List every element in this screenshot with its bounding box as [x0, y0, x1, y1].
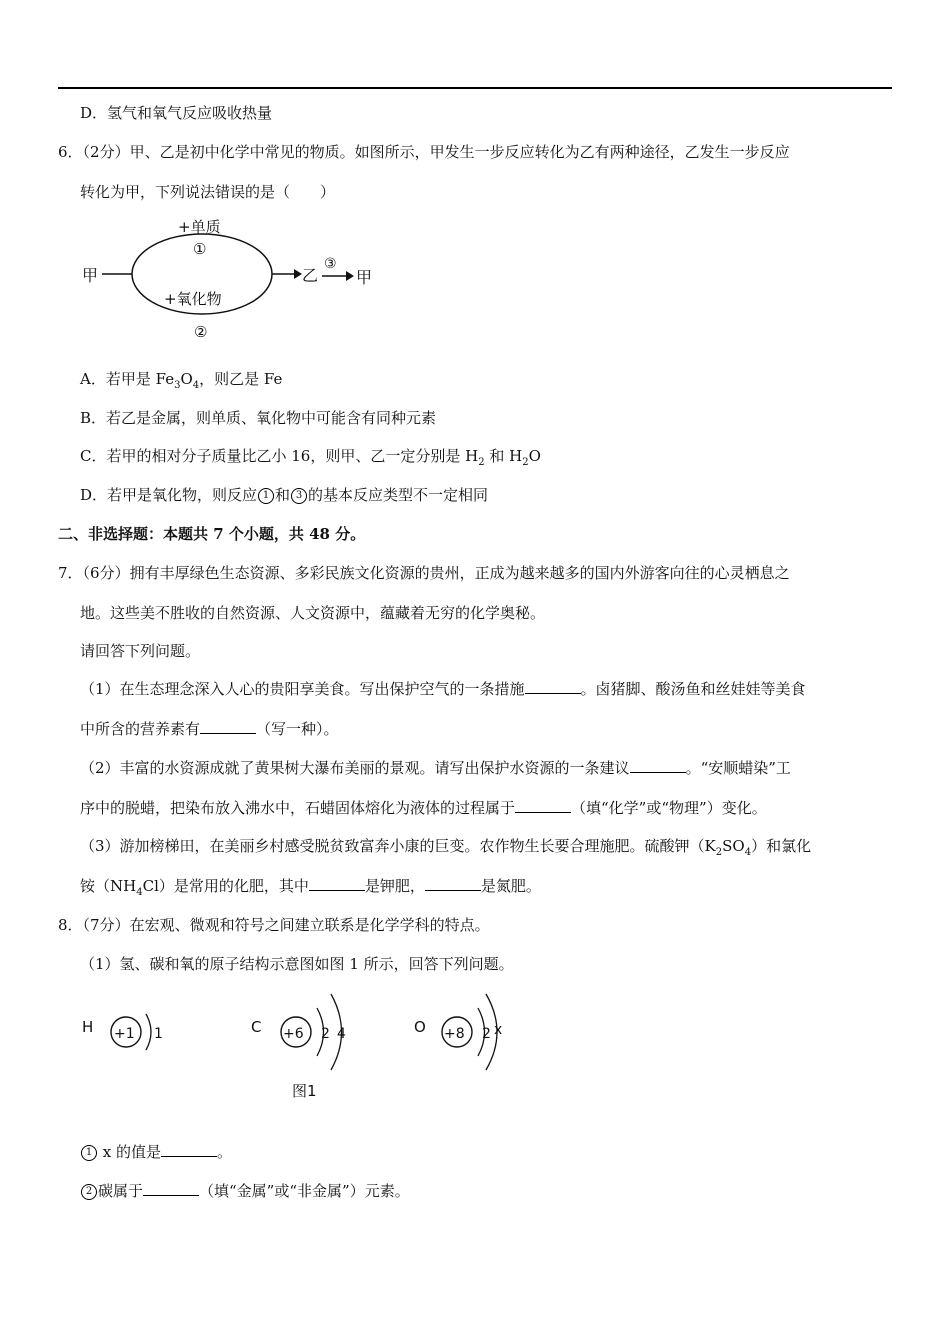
answer-blank — [143, 1181, 199, 1196]
q8-stem: 8．（7分）在宏观、微观和符号之间建立联系是化学学科的特点。 — [58, 916, 490, 934]
q7-part2-line1: （2）丰富的水资源成就了黄果树大瀑布美丽的景观。请写出保护水资源的一条建议 。“安顺蜡染”工 — [80, 759, 791, 777]
header-rule — [58, 87, 892, 89]
c-nucleus-charge: +6 — [283, 1026, 304, 1042]
q5-option-d: D．氢气和氧气反应吸收热量 — [80, 104, 273, 122]
diagram-jia-right: 甲 — [356, 268, 373, 287]
diagram-bottom-label: +氧化物 — [164, 290, 222, 308]
answer-blank — [309, 876, 365, 891]
o-shell-1-electrons: 2 — [482, 1026, 491, 1042]
q7-part3-line2: 铵$(NH_4Cl)$是常用的化肥，其中 是钾肥， 是氮肥。 — [80, 877, 541, 898]
o-shell-2-electrons: x — [494, 1022, 503, 1038]
h-shell-1-electrons: 1 — [154, 1026, 163, 1042]
diagram-top-num: ① — [193, 240, 207, 258]
q6-option-b: B．若乙是金属，则单质、氧化物中可能含有同种元素 — [80, 409, 437, 427]
q7-part3-line1: （3）游加榜梯田，在美丽乡村感受脱贫致富奔小康的巨变。农作物生长要合理施肥。硫酸钾$(K_2SO_4)$和氯化 — [80, 837, 812, 858]
diagram-top-label: +单质 — [178, 218, 221, 236]
h-nucleus-charge: +1 — [114, 1026, 135, 1042]
circled-2: 2 — [81, 1184, 97, 1200]
answer-blank — [425, 876, 481, 891]
circled-3: 3 — [291, 488, 307, 504]
q6-option-a: A．若甲是 $Fe_3O_4$，则乙是 Fe — [80, 370, 283, 391]
atomic-structure-figure — [76, 988, 526, 1108]
diagram-bottom-num: ② — [194, 323, 208, 341]
q7-prompt: 请回答下列问题。 — [80, 642, 201, 660]
c-symbol: C — [251, 1018, 262, 1036]
q7-part1-line1: （1）在生态理念深入人心的贵阳享美食。写出保护空气的一条措施 。卤猪脚、酸汤鱼和丝娃娃等美食 — [80, 680, 806, 698]
o-symbol: O — [414, 1018, 426, 1036]
diagram-arrowhead-2 — [346, 271, 354, 281]
q8-part1: （1）氢、碳和氧的原子结构示意图如图 1 所示，回答下列问题。 — [80, 955, 514, 973]
c-shell-2-electrons: 4 — [337, 1026, 346, 1042]
q6-reaction-diagram — [76, 212, 386, 342]
h-shell-1 — [146, 1014, 151, 1050]
q6-stem-line1: 6．（2分）甲、乙是初中化学中常见的物质。如图所示，甲发生一步反应转化为乙有两种途径，乙发生一步反应 — [58, 143, 790, 161]
q7-stem-line1: 7．（6分）拥有丰厚绿色生态资源、多彩民族文化资源的贵州，正成为越来越多的国内外游客向往的心灵栖息之 — [58, 564, 790, 582]
diagram-arrowhead-1 — [294, 269, 302, 279]
q6-option-d: D．若甲是氧化物，则反应 1 和 3 的基本反应类型不一定相同 — [80, 486, 489, 504]
q8-sub2: 2 碳属于 （填“金属”或“非金属”）元素。 — [80, 1181, 410, 1201]
answer-blank — [161, 1142, 217, 1157]
figure-caption: 图1 — [292, 1082, 317, 1100]
q8-sub1: 1 x 的值是 。 — [80, 1142, 232, 1162]
answer-blank — [525, 679, 581, 694]
answer-blank — [200, 719, 256, 734]
c-shell-1-electrons: 2 — [321, 1026, 330, 1042]
circled-1: 1 — [81, 1145, 97, 1161]
o-nucleus-charge: +8 — [444, 1026, 465, 1042]
q7-stem-line2: 地。这些美不胜收的自然资源、人文资源中，蕴藏着无穷的化学奥秘。 — [80, 604, 546, 622]
answer-blank — [630, 758, 686, 773]
answer-blank — [515, 798, 571, 813]
h-symbol: H — [82, 1018, 94, 1036]
diagram-jia-left: 甲 — [82, 266, 99, 285]
q6-option-c: C．若甲的相对分子质量比乙小 16，则甲、乙一定分别是 $H_2$ 和 $H_2O$ — [80, 447, 541, 468]
q6-stem-line2: 转化为甲，下列说法错误的是（ ） — [80, 183, 336, 201]
q7-part2-line2: 序中的脱蜡，把染布放入沸水中，石蜡固体熔化为液体的过程属于 （填“化学”或“物理”）变化。 — [80, 799, 767, 817]
q7-part1-line2: 中所含的营养素有 （写一种）。 — [80, 720, 339, 738]
circled-1: 1 — [258, 488, 274, 504]
diagram-num3: ③ — [324, 256, 337, 272]
diagram-yi: 乙 — [302, 266, 319, 285]
section-2-heading: 二、非选择题：本题共 7 个小题，共 48 分。 — [58, 525, 366, 543]
